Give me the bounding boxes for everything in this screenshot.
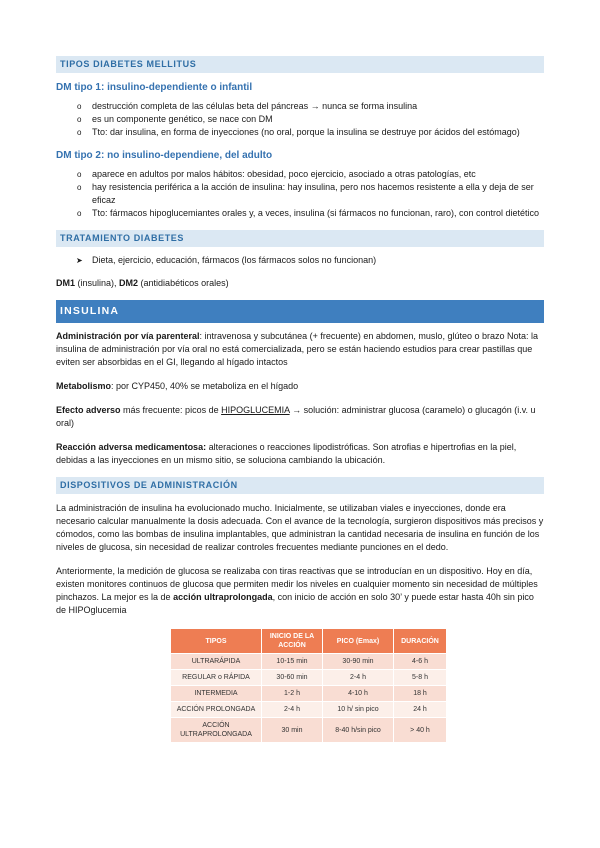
dm2-bullet-list xyxy=(56,168,544,220)
table-header-cell: DURACIÓN xyxy=(394,629,447,654)
list-item: o es un componente genético, se nace con DM xyxy=(77,114,273,124)
table-cell: INTERMEDIA xyxy=(171,686,262,702)
dm1-bullet-list xyxy=(56,100,544,139)
table-cell: 1-2 h xyxy=(262,686,323,702)
section-band-tratamiento: TRATAMIENTO DIABETES xyxy=(56,230,544,247)
bullet-circle-icon: o xyxy=(77,102,82,111)
table-cell: 30-90 min xyxy=(323,654,394,670)
table-cell: > 40 h xyxy=(394,718,447,743)
insulina-administracion: Administración por vía parenteral: intravenosa y subcutánea (+ frecuente) en abdomen, muslo, glúteo o brazo Nota: la insulina de administración por vía oral no está comercializada, pero se están haciendo estudios para crear pastillas que eviten ser absorbidas en el GI, llegando al hígado intactos xyxy=(56,331,539,367)
table-cell: 30-60 min xyxy=(262,670,323,686)
bullet-circle-icon: o xyxy=(77,209,82,218)
table-cell: REGULAR o RÁPIDA xyxy=(171,670,262,686)
table-cell: 30 min xyxy=(262,718,323,743)
table-cell: 10 h/ sin pico xyxy=(323,702,394,718)
table-cell: 2-4 h xyxy=(323,670,394,686)
bullet-circle-icon: o xyxy=(77,170,82,179)
insulina-metabolismo: Metabolismo: por CYP450, 40% se metaboliza en el hígado xyxy=(56,381,299,391)
list-item: o Tto: fármacos hipoglucemiantes orales y, a veces, insulina (si fármacos no funcionan, raro), con control dietético xyxy=(77,208,540,218)
bullet-circle-icon: o xyxy=(77,128,82,137)
tratamiento-list xyxy=(56,254,544,267)
dispositivos-paragraph-2: Anteriormente, la medición de glucosa se realizaba con tiras reactivas que se introducían en un dispositivo. Hoy en día, existen monitores continuos de glucosa que permiten medir los niveles en cualquier momento sin necesidad de múltiples pinchazos. La mejor es la de acción ultraprolongada, con inicio de acción en solo 30’ y puede estar hasta 40h sin pico de HIPOglucemia xyxy=(56,566,538,615)
table-header-row xyxy=(171,629,447,654)
table-row xyxy=(171,686,447,702)
table-cell: 4-6 h xyxy=(394,654,447,670)
section-band-dispositivos: DISPOSITIVOS DE ADMINISTRACIÓN xyxy=(56,477,544,494)
table-header-cell: PICO (Emax) xyxy=(323,629,394,654)
list-item: o Tto: dar insulina, en forma de inyecciones (no oral, porque la insulina se destruye por ácidos del estómago) xyxy=(77,127,520,137)
table-header-cell: INICIO DE LA ACCIÓN xyxy=(262,629,323,654)
table-cell: 2-4 h xyxy=(262,702,323,718)
dm2-heading: DM tipo 2: no insulino-dependiene, del adulto xyxy=(56,150,273,161)
table-header-cell: TIPOS xyxy=(171,629,262,654)
table-cell: ACCIÓN ULTRAPROLONGADA xyxy=(171,718,262,743)
table-row xyxy=(171,670,447,686)
bullet-circle-icon: o xyxy=(77,115,82,124)
insulina-efecto-adverso: Efecto adverso más frecuente: picos de HIPOGLUCEMIA → solución: administrar glucosa (caramelo) o glucagón (i.v. u oral) xyxy=(56,405,536,428)
list-item: o destrucción completa de las células beta del páncreas → nunca se forma insulina xyxy=(77,101,418,111)
insulin-types-table xyxy=(170,628,447,743)
table-cell: 4-10 h xyxy=(323,686,394,702)
list-item: ➤ Dieta, ejercicio, educación, fármacos (los fármacos solos no funcionan) xyxy=(76,255,377,265)
list-item: o aparece en adultos por malos hábitos: obesidad, poco ejercicio, asociado a otras patologías, etc xyxy=(77,169,476,179)
dm1-heading: DM tipo 1: insulino-dependiente o infantil xyxy=(56,82,253,93)
dm-treatment-summary: DM1 (insulina), DM2 (antidiabéticos orales) xyxy=(56,278,229,288)
insulina-reaccion-adversa: Reacción adversa medicamentosa: alteraciones o reacciones lipodistróficas. Son atrofias e hipertrofias en la piel, debidas a las inyecciones en un mismo sitio, se soluciona cambiando la ubicación. xyxy=(56,442,517,465)
table-row xyxy=(171,654,447,670)
table-cell: ULTRARÁPIDA xyxy=(171,654,262,670)
table-cell: 8-40 h/sin pico xyxy=(323,718,394,743)
table-cell: 10-15 min xyxy=(262,654,323,670)
table-cell: 24 h xyxy=(394,702,447,718)
arrow-bullet-icon: ➤ xyxy=(76,256,83,265)
table-cell: 18 h xyxy=(394,686,447,702)
dispositivos-paragraph-1: La administración de insulina ha evolucionado mucho. Inicialmente, se utilizaban viales e inyecciones, donde era necesario calcular manualmente la dosis adecuada. Con el avance de la tecnología, surgieron dispositivos más precisos y cómodos, como las bombas de insulina implantables, que administran la cantidad necesaria de insulina en función de los niveles de glucosa, sin necesidad de realizar controles frecuentes mediante punciones en el dedo. xyxy=(56,503,544,552)
list-item: o hay resistencia periférica a la acción de insulina: hay insulina, pero nos hacemos resistente a ella y deja de ser eficaz xyxy=(77,182,534,205)
section-band-insulina: INSULINA xyxy=(56,300,544,323)
section-band-tipos: TIPOS DIABETES MELLITUS xyxy=(56,56,544,73)
table-row xyxy=(171,702,447,718)
table-cell: ACCIÓN PROLONGADA xyxy=(171,702,262,718)
table-row xyxy=(171,718,447,743)
bullet-circle-icon: o xyxy=(77,183,82,192)
document-page xyxy=(56,56,544,743)
table-cell: 5-8 h xyxy=(394,670,447,686)
